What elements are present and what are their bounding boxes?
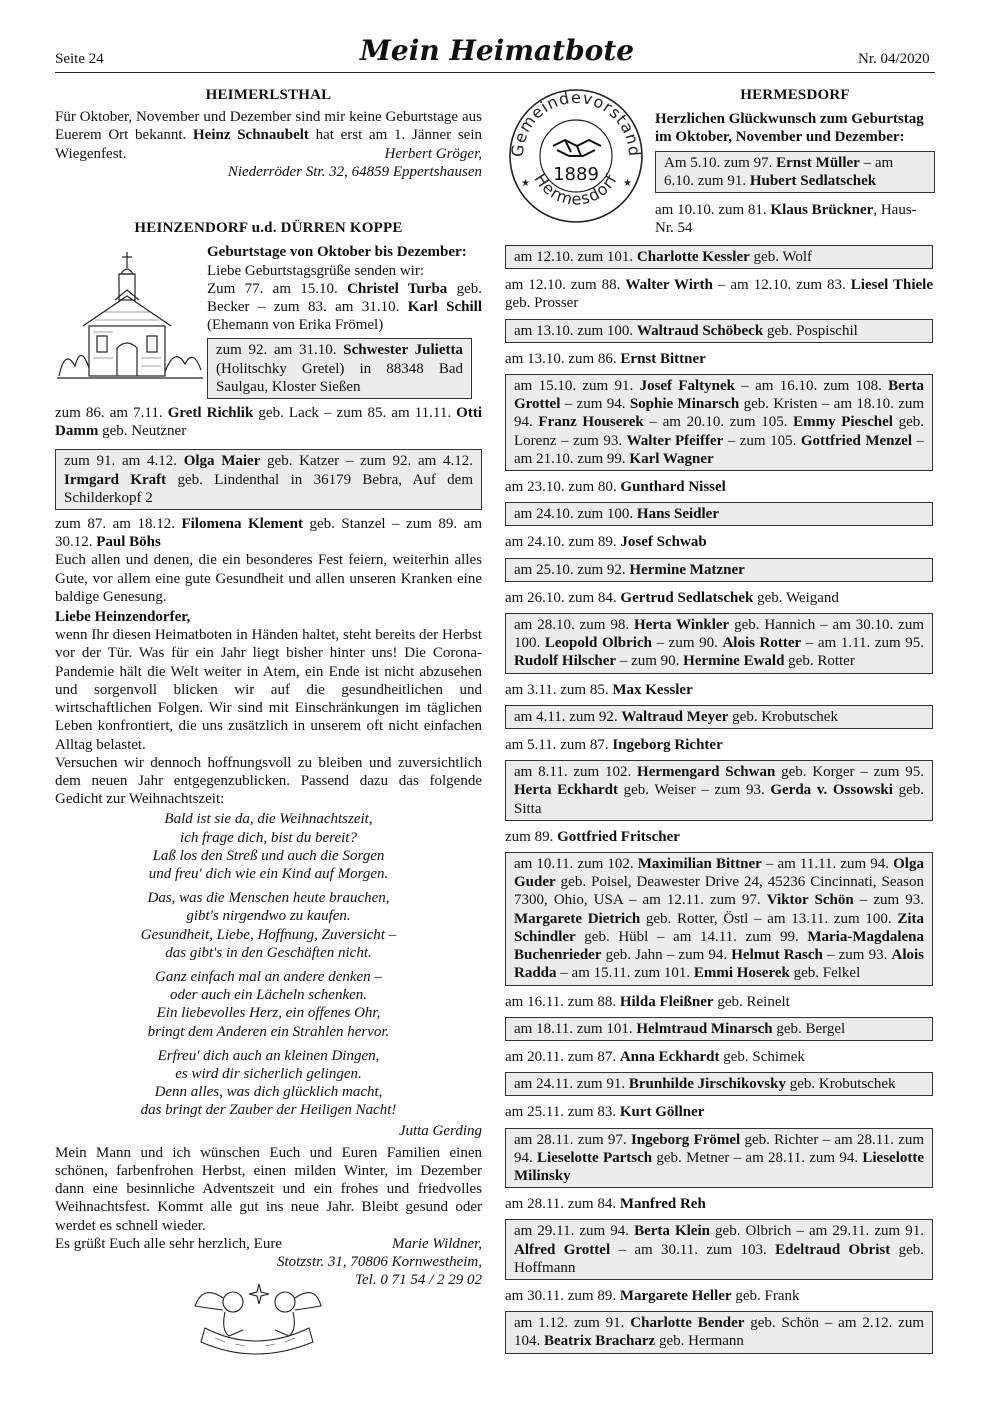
birthday-entry: am 12.10. zum 88. Walter Wirth – am 12.10. zum 83. Liesel Thiele geb. Prosser: [505, 277, 933, 312]
letter-salutation: Liebe Heinzendorfer,: [55, 609, 191, 626]
poem-line: Ganz einfach mal an andere denken –: [155, 968, 382, 985]
handshake-icon: [553, 140, 601, 156]
birthday-entry-boxed: am 4.11. zum 92. Waltraud Meyer geb. Krobutschek: [505, 705, 933, 729]
birthday-entry-boxed: am 18.11. zum 101. Helmtraud Minarsch geb. Bergel: [505, 1017, 933, 1041]
heinzendorf-title: HEINZENDORF u.d. DÜRREN KOPPE: [134, 220, 403, 237]
birthday-entry: am 10.10. zum 81. Klaus Brückner, Haus-Nr. 54: [655, 202, 917, 237]
heimerlsthal-address: Niederröder Str. 32, 64859 Eppertshausen: [227, 164, 482, 181]
poem-line: das bringt der Zauber der Heiligen Nacht!: [140, 1102, 397, 1119]
poem-stanza: [55, 1047, 482, 1120]
poem-author: Jutta Gerding: [398, 1122, 482, 1139]
heinzendorf-wish: Euch allen und denen, die ein besonderes Fest feiern, weiterhin alles Gute, vor allem eine gute Gesundheit und allen unseren Kranken eine baldige Genesung.: [55, 552, 482, 605]
poem-line: Das, was die Menschen heute brauchen,: [147, 890, 390, 907]
birthday-entry: am 5.11. zum 87. Ingeborg Richter: [505, 737, 723, 754]
heinzendorf-intro: Geburtstage von Oktober bis Dezember: Liebe Geburtstagsgrüße senden wir: Zum 77. am 15.10. Christel Turba geb. Becker – zum 83. am 31.10. Karl Schill (Ehemann von Erika Frömel) zum 92. am 31.10. Schwester Julietta (Holitschky Gretel) in 88348 Bad Saulgau, Kloster Sießen: [207, 243, 482, 399]
poem-line: Denn alles, was dich glücklich macht,: [154, 1084, 383, 1101]
heinzendorf-line2: zum 86. am 7.11. Gretl Richlik geb. Lack – zum 85. am 11.11. Otti Damm geb. Neutzner: [55, 405, 482, 440]
poem-stanza: [55, 889, 482, 962]
birthday-entry-boxed: am 8.11. zum 102. Hermengard Schwan geb. Korger – zum 95. Herta Eckhardt geb. Weiser – zum 93. Gerda v. Ossowski geb. Sitta: [505, 760, 933, 821]
poem-line: gibt's nirgendwo zu kaufen.: [186, 908, 351, 925]
gemeindevorstand-stamp: [505, 86, 647, 226]
birthday-entry-boxed: am 25.10. zum 92. Hermine Matzner: [505, 558, 933, 582]
birthday-entry-boxed: am 24.10. zum 100. Hans Seidler: [505, 502, 933, 526]
birthday-entry: am 28.11. zum 84. Manfred Reh: [505, 1196, 706, 1213]
angels-illustration: [185, 1280, 325, 1360]
birthday-entry: am 24.10. zum 89. Josef Schwab: [505, 534, 707, 551]
poem-line: Ein liebevolles Herz, ein offenes Ohr,: [156, 1005, 381, 1022]
heimerlsthal-title: HEIMERLSTHAL: [205, 87, 332, 103]
letter-paragraph-1: wenn Ihr diesen Heimatboten in Händen haltet, steht bereits der Herbst vor der Tür. Was für ein Jahr liegt bisher hinter uns! Die Corona-Pandemie hält die Welt weiter in Atem, ein Ende ist nicht abzusehen und sorgenvoll blicken wir auf die gesundheitlichen und wirtschaftlichen Folgen. Wir sind mit Einschränkungen im täglichen Leben konfrontiert, die uns zusätzlich in unserem oft nicht einfachen Alltag belastet.: [55, 627, 482, 753]
poem-line: bringt dem Anderen ein Strahlen hervor.: [147, 1023, 390, 1040]
birthday-entry-boxed: am 28.10. zum 98. Herta Winkler geb. Hannich – am 30.10. zum 100. Leopold Olbrich – zum 90. Alois Rotter – am 1.11. zum 95. Rudolf Hilscher – zum 90. Hermine Ewald geb. Rotter: [505, 613, 933, 674]
chapel-illustration: [55, 248, 205, 386]
birthday-entry-boxed: am 1.12. zum 91. Charlotte Bender geb. Schön – am 2.12. zum 104. Beatrix Bracharz geb. Hermann: [505, 1311, 933, 1353]
birthday-entry-boxed: Am 5.10. zum 97. Ernst Müller – am 6.10. zum 91. Hubert Sedlatschek: [655, 151, 935, 193]
poem-line: es wird dir sicherlich gelingen.: [175, 1065, 362, 1082]
birthday-entry-boxed: am 28.11. zum 97. Ingeborg Frömel geb. Richter – am 28.11. zum 94. Lieselotte Partsch geb. Metner – am 28.11. zum 94. Lieselotte Milinsky: [505, 1128, 933, 1189]
birthday-entry: am 20.11. zum 87. Anna Eckhardt geb. Schimek: [505, 1048, 805, 1065]
birthday-entry-boxed: am 12.10. zum 101. Charlotte Kessler geb. Wolf: [505, 245, 933, 269]
poem-line: das gibt's in den Geschäften nicht.: [165, 944, 372, 961]
birthday-entry-boxed: am 29.11. zum 94. Berta Klein geb. Olbrich – am 29.11. zum 91. Alfred Grottel – am 30.11. zum 103. Edeltraud Obrist geb. Hoffmann: [505, 1219, 933, 1280]
birthday-entry: am 23.10. zum 80. Gunthard Nissel: [505, 479, 726, 496]
birthday-entry-boxed: am 10.11. zum 102. Maximilian Bittner – am 11.11. zum 94. Olga Guder geb. Poisel, Deawester Drive 24, 45236 Cincinnati, Season 7300, Ohio, USA – am 12.11. zum 97. Viktor Schön – zum 93. Margarete Dietrich geb. Rotter, Östl – am 13.11. zum 100. Zita Schindler geb. Hübl – am 14.11. zum 99. Maria-Magdalena Buchenrieder geb. Jahn – zum 94. Helmut Rasch – zum 93. Alois Radda – am 15.11. zum 101. Emmi Hoserek geb. Felkel: [505, 852, 933, 985]
letter-signature-phone: Tel. 0 71 54 / 2 29 02: [355, 1272, 482, 1289]
heinzendorf-box-julietta: zum 92. am 31.10. Schwester Julietta (Holitschky Gretel) in 88348 Bad Saulgau, Kloster Sießen: [207, 338, 472, 399]
stamp-bottom-text: Hermesdorf: [530, 169, 622, 209]
letter-regards: Es grüßt Euch alle sehr herzlich, Eure Marie Wildner,: [55, 1235, 482, 1252]
heimerlsthal-text: Für Oktober, November und Dezember sind mir keine Geburtstage aus Euerem Ort bekannt. Heinz Schnaubelt hat erst am 1. Jänner sein Wiegenfest.: [55, 109, 482, 162]
birthday-entry: am 26.10. zum 84. Gertrud Sedlatschek geb. Weigand: [505, 589, 839, 606]
birthday-entry: am 25.11. zum 83. Kurt Göllner: [505, 1104, 705, 1121]
stamp-top-text: Gemeindevorstand: [507, 87, 645, 158]
birthday-entry: zum 89. Gottfried Fritscher: [505, 828, 680, 845]
svg-text:★: ★: [623, 178, 632, 189]
hermesdorf-title: HERMESDORF: [740, 87, 850, 103]
poem-stanza: [55, 810, 482, 883]
hermesdorf-intro: Herzlichen Glückwunsch zum Geburtstag im Oktober, November und Dezember:: [655, 111, 924, 146]
svg-text:★: ★: [521, 178, 530, 189]
poem-line: Bald ist sie da, die Weihnachtszeit,: [164, 811, 373, 828]
letter-paragraph-2: Versuchen wir dennoch hoffnungsvoll zu bleiben und zuversichtlich dem neuen Jahr entgegenzublicken. Passend dazu das folgende Gedicht zur Weihnachtszeit:: [55, 754, 482, 808]
poem-line: Erfreu' dich auch an kleinen Dingen,: [157, 1047, 380, 1064]
page-number: Seite 24: [55, 51, 104, 67]
birthday-entry: am 3.11. zum 85. Max Kessler: [505, 681, 693, 698]
poem-line: Laß los den Streß und auch die Sorgen: [152, 847, 385, 864]
poem-line: und freu' dich wie ein Kind auf Morgen.: [148, 865, 389, 882]
masthead-text: Mein Heimatbote: [359, 34, 635, 67]
poem-line: Gesundheit, Liebe, Hoffnung, Zuversicht –: [140, 926, 397, 943]
heinzendorf-line3: zum 87. am 18.12. Filomena Klement geb. Stanzel – zum 89. am 30.12. Paul Böhs: [55, 516, 482, 551]
poem-line: ich frage dich, bist du bereit?: [180, 829, 357, 846]
letter-closing: Mein Mann und ich wünschen Euch und Euren Familien einen schönen, farbenfrohen Herbst, einen milden Winter, im Dezember dann eine besinnliche Adventszeit und ein frohes und friedvolles Weihnachtsfest. Kommt alle gut ins neue Jahr. Bleibt gesund oder werdet es schnell wieder.: [55, 1144, 482, 1234]
christmas-poem: [55, 810, 482, 1119]
hermesdorf-birthday-list: [505, 244, 933, 1355]
header-divider: [55, 72, 935, 73]
heimerlsthal-signature: Herbert Gröger,: [384, 145, 482, 162]
birthday-entry: am 16.11. zum 88. Hilda Fleißner geb. Reinelt: [505, 993, 790, 1010]
birthday-entry-boxed: am 15.10. zum 91. Josef Faltynek – am 16.10. zum 108. Berta Grottel – zum 94. Sophie Minarsch geb. Kristen – am 18.10. zum 94. Franz Houserek – am 20.10. zum 105. Emmy Pieschel geb. Lorenz – zum 93. Walter Pfeiffer – zum 105. Gottfried Menzel – am 21.10. zum 99. Karl Wagner: [505, 374, 933, 471]
poem-line: oder auch ein Lächeln schenken.: [169, 987, 368, 1004]
masthead-logo: [359, 30, 635, 70]
hermesdorf-header: [655, 86, 935, 237]
poem-stanza: [55, 968, 482, 1041]
letter-signature-address: Stotzstr. 31, 70806 Kornwestheim,: [276, 1253, 482, 1270]
birthday-entry-boxed: am 24.11. zum 91. Brunhilde Jirschikovsky geb. Krobutschek: [505, 1072, 933, 1096]
birthday-entry: am 30.11. zum 89. Margarete Heller geb. Frank: [505, 1287, 800, 1304]
stamp-year: 1889: [553, 164, 599, 185]
birthday-entry-boxed: am 13.10. zum 100. Waltraud Schöbeck geb. Pospischil: [505, 319, 933, 343]
issue-number: Nr. 04/2020: [858, 51, 930, 67]
birthday-entry: am 13.10. zum 86. Ernst Bittner: [505, 350, 706, 367]
heinzendorf-box-maier: zum 91. am 4.12. Olga Maier geb. Katzer – zum 92. am 4.12. Irmgard Kraft geb. Lindenthal in 36179 Bebra, Auf dem Schilderkopf 2: [55, 449, 482, 510]
